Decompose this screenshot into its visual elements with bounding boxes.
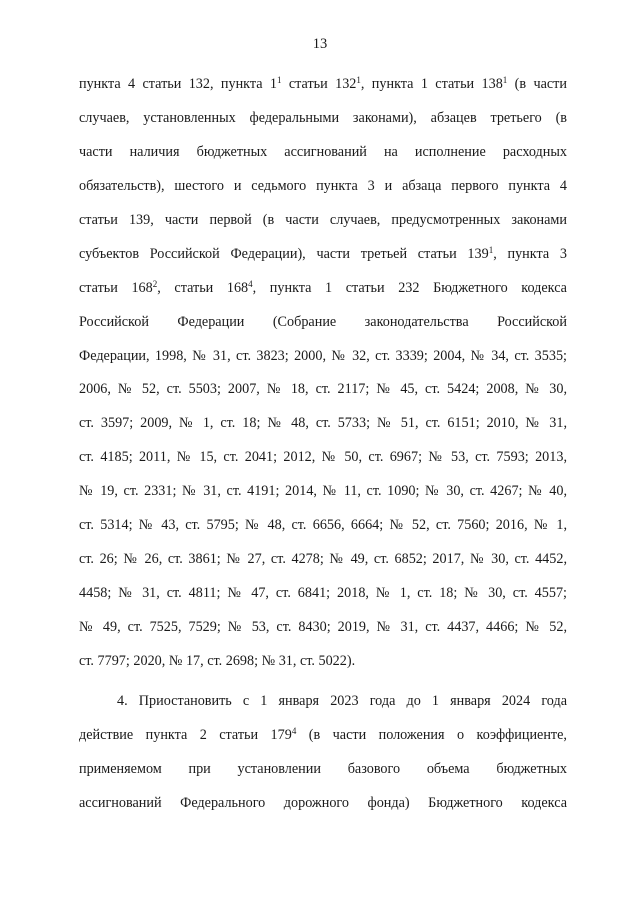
document-body [79, 68, 567, 821]
superscript: 2 [152, 278, 158, 289]
text-run: № 49, ст. 7525, 7529; № 53, ст. 8430; 2019, № 31, ст. 4437, 4466; № 52, [79, 619, 567, 635]
text-run: обязательств), шестого и седьмого пункта 3 и абзаца первого пункта 4 [79, 177, 567, 194]
text-line [79, 753, 567, 787]
text-run: 4458; № 31, ст. 4811; № 47, ст. 6841; 2018, № 1, ст. 18; № 30, ст. 4557; [79, 585, 567, 602]
superscript: 1 [488, 244, 494, 255]
text-run: ассигнований Федерального дорожного фонда) Бюджетного кодекса [79, 794, 567, 811]
text-line [79, 170, 567, 204]
text-run: действие пункта 2 статьи 179 [79, 726, 292, 743]
text-line [79, 577, 567, 611]
text-line [79, 787, 567, 821]
text-line [79, 441, 567, 475]
text-line [79, 272, 567, 306]
text-run: 2006, № 52, ст. 5503; 2007, № 18, ст. 2117; № 45, ст. 5424; 2008, № 30, [79, 381, 567, 398]
text-line [79, 204, 567, 238]
text-run: , пункта 3 [493, 245, 567, 262]
text-line [79, 719, 567, 753]
text-run: части наличия бюджетных ассигнований на исполнение расходных [79, 143, 567, 160]
text-run: , пункта 1 статьи 232 Бюджетного кодекса [252, 279, 567, 296]
text-run: Федерации, 1998, № 31, ст. 3823; 2000, № 32, ст. 3339; 2004, № 34, ст. 3535; [79, 347, 567, 364]
text-run: (в части положения о коэффициенте, [296, 726, 567, 743]
text-line [79, 685, 567, 719]
text-run: , пункта 1 статьи 138 [360, 76, 503, 92]
text-run: 4. Приостановить с 1 января 2023 года до 1 января 2024 года [117, 692, 567, 709]
superscript: 4 [291, 725, 297, 736]
text-line [79, 407, 567, 441]
text-run: статьи 168 [79, 279, 153, 296]
text-run: ст. 7797; 2020, № 17, ст. 2698; № 31, ст. 5022). [79, 652, 356, 669]
text-run: случаев, установленных федеральными законами), абзацев третьего (в [79, 109, 567, 126]
text-run: ст. 5314; № 43, ст. 5795; № 48, ст. 6656, 6664; № 52, ст. 7560; 2016, № 1, [79, 517, 567, 534]
text-line [79, 238, 567, 272]
text-line [79, 509, 567, 543]
text-line [79, 136, 567, 170]
text-line [79, 102, 567, 136]
text-run: статьи 132 [281, 76, 357, 92]
superscript: 1 [356, 75, 361, 85]
text-run: пункта 4 статьи 132, пункта 1 [79, 76, 278, 92]
text-run: статьи 139, части первой (в части случаев, предусмотренных законами [79, 211, 567, 228]
text-run: № 19, ст. 2331; № 31, ст. 4191; 2014, № 11, ст. 1090; № 30, ст. 4267; № 40, [79, 483, 567, 500]
superscript: 4 [248, 278, 253, 289]
text-line [79, 543, 567, 577]
text-run: , статьи 168 [157, 279, 249, 296]
text-run: (в части [507, 76, 567, 92]
text-line [79, 68, 567, 102]
text-line [79, 306, 567, 340]
text-run: Российской Федерации (Собрание законодательства Российской [79, 313, 567, 330]
text-run: ст. 3597; 2009, № 1, ст. 18; № 48, ст. 5733; № 51, ст. 6151; 2010, № 31, [79, 415, 567, 432]
text-run: ст. 4185; 2011, № 15, ст. 2041; 2012, № 50, ст. 6967; № 53, ст. 7593; 2013, [79, 449, 567, 466]
superscript: 1 [277, 75, 282, 85]
text-run: применяемом при установлении базового объема бюджетных [79, 760, 567, 777]
text-run: ст. 26; № 26, ст. 3861; № 27, ст. 4278; № 49, ст. 6852; 2017, № 30, ст. 4452, [79, 551, 567, 568]
text-line [79, 645, 567, 679]
text-run: субъектов Российской Федерации), части третьей статьи 139 [79, 245, 489, 262]
superscript: 1 [502, 75, 508, 85]
page-number: 13 [312, 36, 328, 52]
text-line [79, 475, 567, 509]
text-line [79, 340, 567, 374]
text-line [79, 373, 567, 407]
text-line [79, 611, 567, 645]
